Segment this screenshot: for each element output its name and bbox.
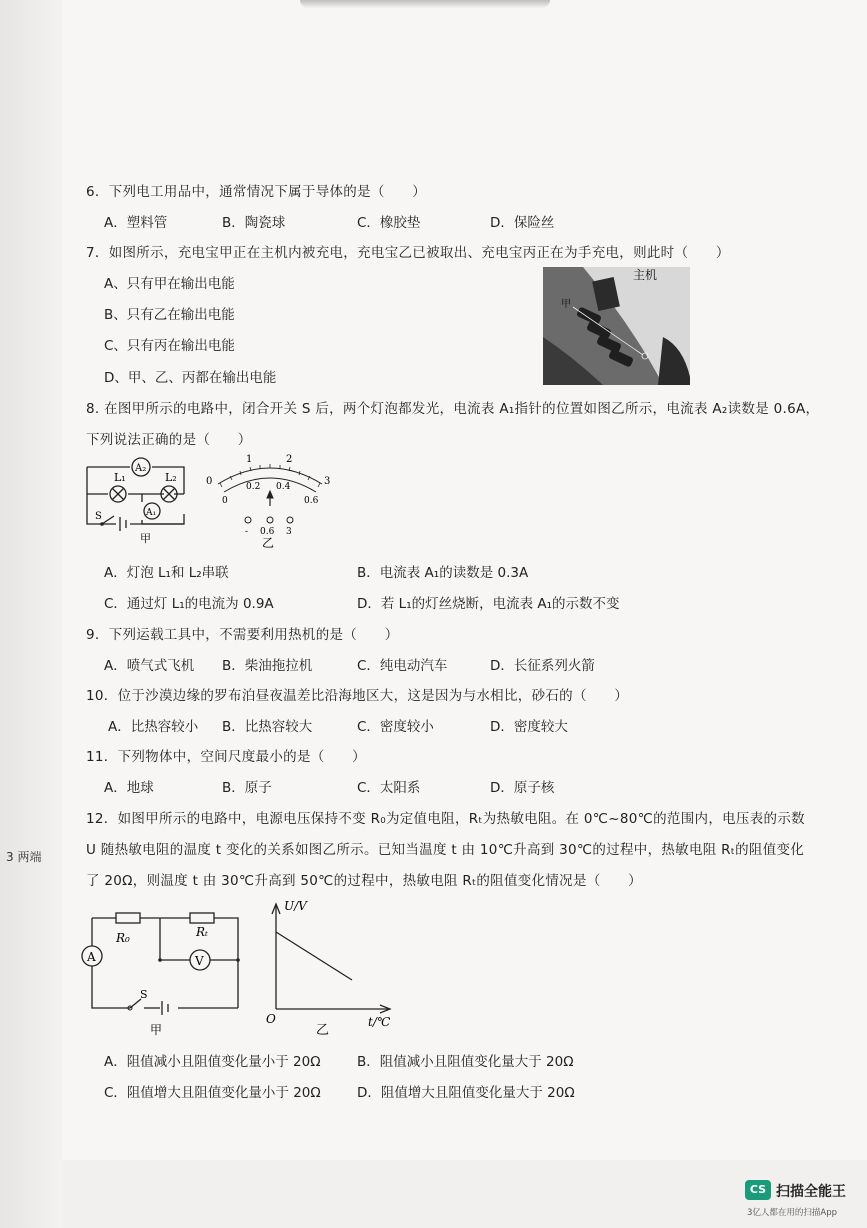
q12-circuit-diagram: [78, 902, 248, 1042]
q9-option-a: A．喷气式飞机: [104, 658, 195, 674]
q6-option-a: A．塑料管: [104, 215, 168, 231]
q10-option-d: D．密度较大: [490, 719, 568, 735]
q8-option-b: B．电流表 A₁的读数是 0.3A: [357, 565, 529, 581]
q11-stem: 11．下列物体中，空间尺度最小的是（ ）: [86, 749, 366, 765]
page-left-shadow: [0, 0, 62, 1228]
q12-option-a: A．阻值减小且阻值变化量小于 20Ω: [104, 1054, 321, 1070]
q8-inner-tick-1: 0.2: [246, 482, 261, 492]
q8-option-d: D．若 L₁的灯丝烧断，电流表 A₁的示数不变: [357, 596, 620, 612]
q8-option-c: C．通过灯 L₁的电流为 0.9A: [104, 596, 274, 612]
q8-stem-line1: 8. 在图甲所示的电路中，闭合开关 S 后，两个灯泡都发光，电流表 A₁指针的位置如图乙所示，电流表 A₂读数是 0.6A，: [86, 401, 820, 417]
camscanner-logo: CS: [745, 1180, 771, 1200]
q12-r0-label: R₀: [116, 931, 130, 945]
q11-option-d: D．原子核: [490, 780, 555, 796]
q6-stem: 6．下列电工用品中，通常情况下属于导体的是（ ）: [86, 184, 427, 200]
q6-option-b: B．陶瓷球: [222, 215, 286, 231]
q9-stem: 9．下列运载工具中，不需要利用热机的是（ ）: [86, 627, 399, 643]
q12-graph-ylabel: U/V: [284, 899, 307, 913]
q10-option-c: C．密度较小: [357, 719, 434, 735]
q8-terminal-minus: -: [245, 527, 249, 537]
q8-l1-label: L₁: [114, 471, 126, 484]
q9-option-d: D．长征系列火箭: [490, 658, 595, 674]
q7-option-b: B、只有乙在输出电能: [104, 307, 235, 323]
q7-host-label: 主机: [633, 268, 658, 282]
scan-top-mark: [300, 0, 550, 8]
q8-circuit-caption: 甲: [140, 532, 151, 544]
q12-option-d: D．阻值增大且阻值变化量大于 20Ω: [357, 1085, 575, 1101]
q8-ammeter-dial: [200, 448, 340, 548]
q12-u-t-graph: [262, 894, 402, 1039]
q8-stem-line2: 下列说法正确的是（ ）: [86, 432, 252, 448]
q12-voltmeter-label: V: [195, 954, 204, 968]
q8-option-a: A．灯泡 L₁和 L₂串联: [104, 565, 229, 581]
q11-option-a: A．地球: [104, 780, 154, 796]
q12-ammeter-label: A: [87, 950, 96, 964]
q12-switch-label: S: [140, 988, 148, 1001]
q12-option-c: C．阻值增大且阻值变化量小于 20Ω: [104, 1085, 321, 1101]
q8-inner-tick-0: 0: [222, 496, 228, 506]
q8-outer-tick-2: 2: [286, 454, 293, 465]
q8-meter-caption: 乙: [262, 536, 275, 548]
q8-inner-tick-3: 0.6: [304, 496, 319, 506]
camscanner-slogan: 3亿人都在用的扫描App: [747, 1208, 838, 1218]
q12-option-b: B．阻值减小且阻值变化量大于 20Ω: [357, 1054, 574, 1070]
q8-outer-tick-0: 0: [206, 476, 213, 487]
q8-inner-tick-2: 0.4: [276, 482, 291, 492]
q10-stem: 10．位于沙漠边缘的罗布泊昼夜温差比沿海地区大，这是因为与水相比，砂石的（ ）: [86, 688, 629, 704]
q8-terminal-3: 3: [286, 527, 292, 537]
q12-circuit-caption: 甲: [150, 1023, 163, 1037]
q12-stem-line1: 12．如图甲所示的电路中，电源电压保持不变 R₀为定值电阻，Rₜ为热敏电阻。在 0℃~80℃的范围内，电压表的示数: [86, 811, 805, 827]
q8-outer-tick-3: 3: [324, 476, 331, 487]
q11-option-b: B．原子: [222, 780, 272, 796]
q11-option-c: C．太阳系: [357, 780, 421, 796]
q12-rt-label: Rₜ: [196, 925, 208, 939]
q12-graph-line: [276, 932, 352, 980]
q10-option-b: B．比热容较大: [222, 719, 313, 735]
q7-charger-photo: [543, 267, 690, 385]
margin-note: 3 两端: [6, 850, 42, 864]
q10-option-a: A．比热容较小: [108, 719, 199, 735]
q9-option-c: C．纯电动汽车: [357, 658, 448, 674]
q12-graph-origin: O: [266, 1012, 276, 1026]
q7-option-a: A、只有甲在输出电能: [104, 276, 235, 292]
q8-terminal-06: 0.6: [260, 527, 275, 537]
q8-outer-tick-1: 1: [246, 454, 253, 465]
q12-graph-xlabel: t/℃: [368, 1015, 391, 1029]
q7-jia-label: 甲: [561, 299, 571, 310]
q8-a1-label: A₁: [146, 508, 157, 518]
q7-stem: 7．如图所示，充电宝甲正在主机内被充电，充电宝乙已被取出、充电宝丙正在为手充电，则此时（ ）: [86, 245, 730, 261]
q12-stem-line2: U 随热敏电阻的温度 t 变化的关系如图乙所示。已知当温度 t 由 10℃升高到 30℃的过程中，热敏电阻 Rₜ的阻值变化: [86, 842, 805, 858]
q8-circuit-diagram: [82, 452, 192, 544]
q8-l2-label: L₂: [165, 471, 177, 484]
q7-option-c: C、只有丙在输出电能: [104, 338, 235, 354]
q8-s-label: S: [95, 511, 102, 522]
q12-stem-line3: 了 20Ω，则温度 t 由 30℃升高到 50℃的过程中，热敏电阻 Rₜ的阻值变化情况是（ ）: [86, 873, 642, 889]
q12-graph-caption: 乙: [316, 1023, 330, 1038]
q6-option-c: C．橡胶垫: [357, 215, 421, 231]
q8-a2-label: A₂: [135, 463, 147, 474]
camscanner-name: 扫描全能王: [776, 1184, 846, 1200]
q6-option-d: D．保险丝: [490, 215, 555, 231]
q7-option-d: D、甲、乙、丙都在输出电能: [104, 370, 277, 386]
q9-option-b: B．柴油拖拉机: [222, 658, 313, 674]
